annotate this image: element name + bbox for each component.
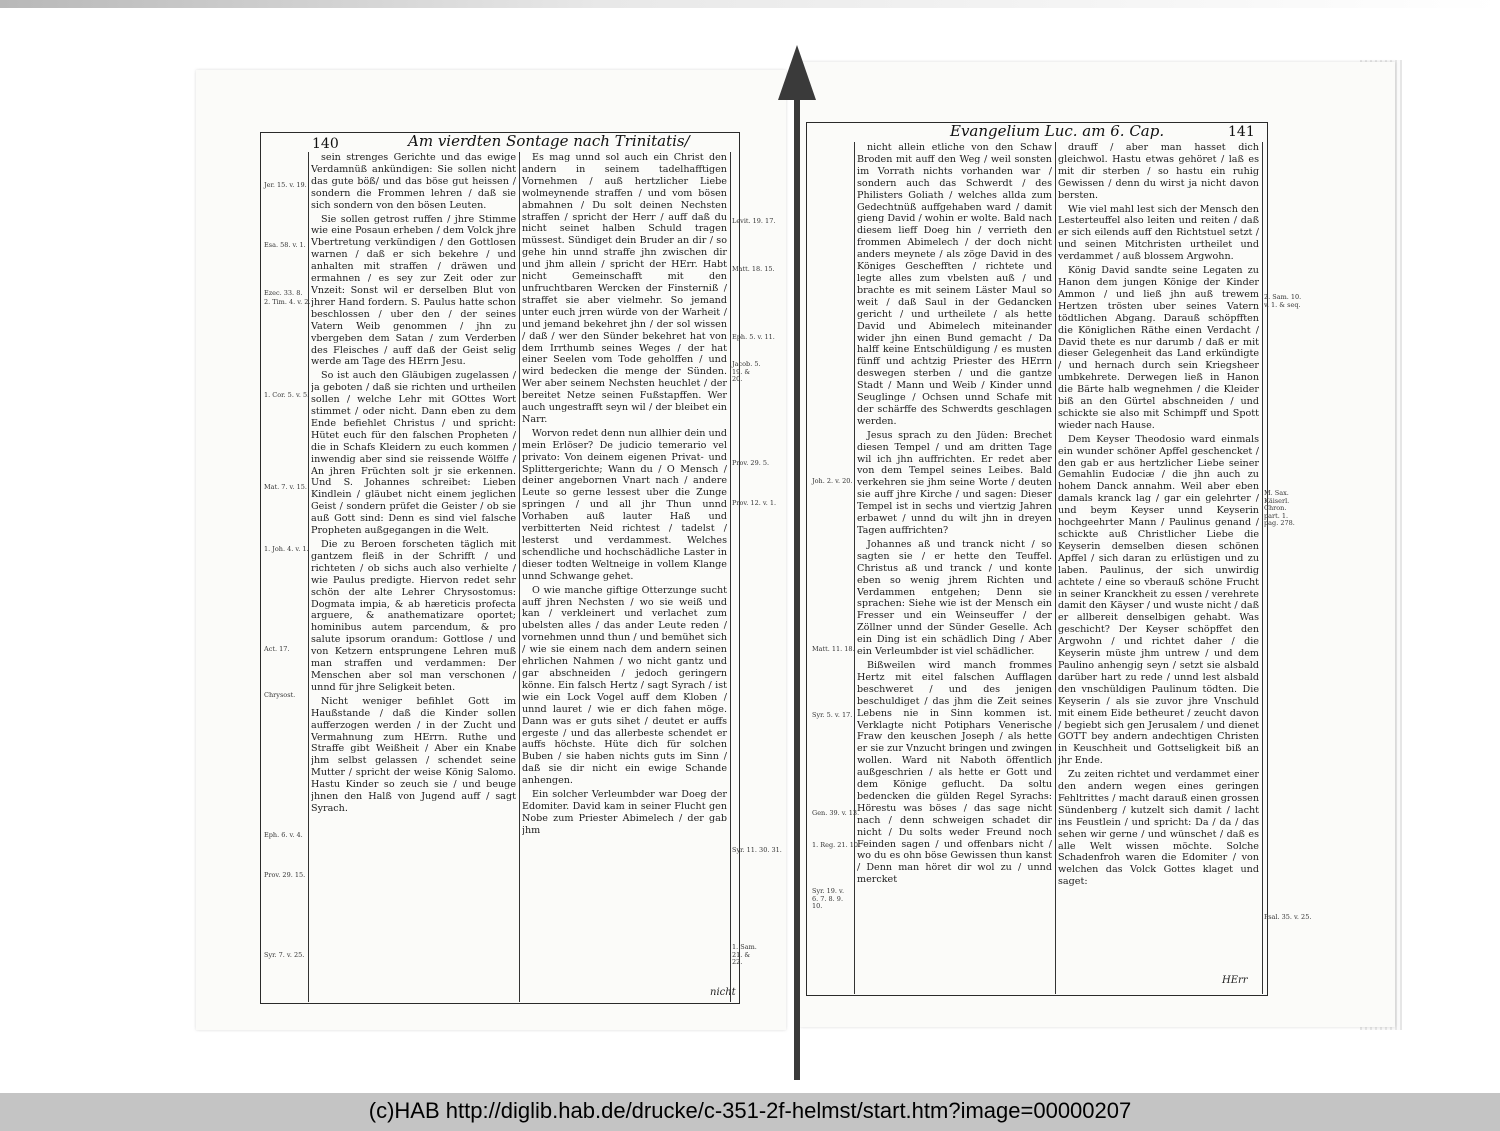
margin-note: Levit. 19. 17. [732,217,776,225]
margin-note: Syr. 19. v. 6. 7. 8. 9. 10. [812,887,845,910]
paragraph: Ein solcher Verleumbder war Doeg der Edomiter. David kam in seiner Flucht gen Nobe zum Priester Abimelech / der gab jhm [522,789,727,836]
left-column-rule [519,152,520,1002]
left-catchword: nicht [710,987,736,998]
margin-note: 2. Sam. 10. v. 1. & seq. [1264,293,1302,309]
margin-note: Jer. 15. v. 19. [264,181,307,189]
paragraph: Bißweilen wird manch frommes Hertz mit eitel falschen Aufflagen beschweret / und des jenigen beschuldiget / das jhm die Zeit seines Lebens nie in Sinn kommen ist. Verklagte nicht Potiphars Venerische Fraw den keuschen Joseph / als hette er sie zur Vnzucht bringen und zwingen wollen. Ward nit Naboth öffentlich außgeschrien / als hette er Gott und dem Könige geflucht. Da soltu bedencken die gülden Regel Syrachs: Hörestu was böses / das sage nicht nach / denn schweigen schadet dir nicht / Du solts weder Freund noch Feinden sagen / und offenbars nicht / wo du es ohn böse Gewissen thun kanst / Denn man höret dir wol zu / unnd mercket [857,659,1052,886]
margin-note: M. Sax. Käiserl. Chron. part. 1. pag. 278. [1264,489,1295,527]
margin-note: 1. Sam. 21. & 22. [732,943,757,966]
margin-note: 1. Cor. 5. v. 5. [264,391,310,399]
paragraph: So ist auch den Gläubigen zugelassen / ja geboten / daß sie richten und urtheilen sollen / welche Lehr mit GOttes Wort stimmet / oder nicht. Dann eben zu dem Ende befiehlet Christus / und spricht: Hütet euch für den falschen Propheten / die in Schafs Kleidern zu euch kommen / inwendig aber sind sie reissende Wölffe / An jhren Früchten solt jr sie erkennen. Und S. Johannes schreibet: Lieben Kindlein / gläubet nicht einem jeglichen Geist / sondern prüfet die Geister / ob sie auß Gott sind: Denn es sind viel falsche Propheten außgegangen in die Welt. [311,370,516,537]
margin-note: Joh. 2. v. 20. [812,477,853,485]
paragraph: Dem Keyser Theodosio ward einmals ein wunder schöner Apffel geschencket / den gab er aus hertzlicher Liebe seiner Gemahlin Eudociæ / die jhn auch zu hohem Danck annahm. Weil aber eben damals kranck lag / gar ein gelehrter / und beym Keyser unnd Keyserin hochgeehrter Mann / Paulinus genand / schickte auß Christlicher Liebe die Keyserin demselben diesen schönen Apffel / sich daran zu erlüstigen und zu laben. Paulinus, der sich unwirdig achtete / eine so vberauß schöne Frucht in seiner Kranckheit zu essen / verehrete damit den Käyser / und wuste nicht / daß er allbereit denselbigen gehabt. Was geschicht? Der Keyser schöpffet den Argwohn / und richtet daher / die Keyserin müste jhm untrew / und dem Paulino anhengig seyn / setzt sie alsbald darüber hart zu rede / unnd lest alsbald den vnschüldigen Paulinum tödten. Die Keyserin / als sie zuvor jhre Vnschuld mit einem Eide betheuret / zeucht davon / begiebt sich gen Jerusalem / und dienet GOTT bey andern andechtigen Christen in Keuschheit und Gottseligkeit biß an jhr Ende. [1058,433,1259,767]
paragraph: König David sandte seine Legaten zu Hanon dem jungen Könige der Kinder Ammon / und ließ jhn auß trewem Hertzen trösten uber seines Vatern tödtlichen Abgang. Darauß schöpfften die Königlichen Räthe einen Verdacht / David thete es nur darumb / daß er mit dieser Gelegenheit das Land erkündigte / und hernach durch sein Kriegsheer umbkehrete. Derwegen ließ in Hanon die Bärte halb wegnehmen / die Kleider biß an den Gürtel abschneiden / und schickte sie also mit Schimpff und Spott wieder nach Hause. [1058,265,1259,431]
margin-note: Ezec. 33. 8. [264,289,303,297]
paragraph: Worvon redet denn nun allhier dein und mein Erlöser? De judicio temerario vel privato: Von deinem eigenen Privat- und Splittergerichte; Wann du / O Mensch / deiner angebornen Vnart nach / andere Leute so gerne lessest uber die Zunge springen / und all jhr Thun unnd Vorhaben auß lauter Haß und verbitterten Neid richtest / tadelst / lesterst und verdammest. Welches schendliche und hochschädliche Laster in dieser todten Weltneige in vollem Klange unnd Schwange gehet. [522,427,727,582]
margin-note: Psal. 35. v. 25. [1264,913,1312,921]
margin-note: Eph. 6. v. 4. [264,831,303,839]
scan-edge [0,0,1500,8]
paragraph: sein strenges Gerichte und das ewige Verdamnüß ankündigen: Sie sollen nicht das gute böß/ und das böse gut heissen / sondern die Frommen lehren / daß sie sich sondern von den bösen Leuten. [311,152,516,211]
left-page-number: 140 [312,136,339,152]
margin-note: Gen. 39. v. 13. [812,809,860,817]
right-running-head: Evangelium Luc. am 6. Cap. [950,122,1165,140]
paragraph: nicht allein etliche von den Schaw Broden mit auff den Weg / weil sonsten im Vorrath nichts vorhanden war / sondern auch das Schwerdt / des Philisters Goliath / welches allda zum Gedechtnüß auffgehaben ward / damit gieng David / wohin er wolte. Bald nach diesem lieff Doeg hin / verrieth den frommen Abimelech / der doch nicht anders meynete / als zöge David in des Königes Geschefften / richtete und legte alles zum vbelsten auß / und brachte es mit seinem Läster Maul so weit / daß Saul in der Gedancken gericht / und urtheilete / als hette David und Abimelech miteinander wider jhn einen Bund gemacht / Da halff keine Entschüldigung / es musten fünff und achtzig Priester des HErrn deswegen sterben / und die gantze Stadt / Mann und Weib / Kinder unnd Seuglinge / Ochsen unnd Schafe mit der schärffe des Schwerdts geschlagen werden. [857,142,1052,427]
margin-note: Syr. 7. v. 25. [264,951,305,959]
paragraph: Wie viel mahl lest sich der Mensch den Lesterteuffel also leiten und reiten / daß er sich eilends auff den Richtstuel setzt / und seinen Mitchristen urtheilet und verdammet / auß blossem Argwohn. [1058,203,1259,263]
margin-note: 1. Joh. 4. v. 1. [264,545,309,553]
right-column-rule [1055,142,1056,994]
paragraph: Nicht weniger befihlet Gott im Haußstande / daß die Kinder sollen aufferzogen werden / in der Zucht und Vermahnung zum HErrn. Ruthe und Straffe gibt Weißheit / Aber ein Knabe jhm selbst gelassen / schendet seine Mutter / spricht der weise König Salomo. Hastu Kinder so zeuch sie / und beuge jhnen den Halß von Jugend auff / sagt Syrach. [311,695,516,814]
margin-note: Esa. 58. v. 1. [264,241,306,249]
left-margin-rule [308,152,309,1002]
right-catchword: HErr [1222,975,1248,986]
margin-note: 1. Reg. 21. 10. [812,841,861,849]
left-page-column-2 [522,152,727,992]
paragraph: O wie manche giftige Otterzunge sucht auff jhren Nechsten / wo sie weiß und kan / verkleinert und verlachet zum ubelsten alles / das ander Leute reden / vornehmen unnd thun / und bemühet sich / wie sie einem nach dem andern seinen ehrlichen Nahmen / wo nicht gantz und gar abschneiden / jedoch geringern könne. Ein falsch Hertz / sagt Syrach / ist wie ein Lock Vogel auff dem Kloben / unnd lauret / wie er dich fahen möge. Dann was er guts sihet / deutet er auffs ergeste / und das allerbeste schendet er auffs höchste. Hüte dich für solchen Buben / sie haben nichts guts im Sinn / daß sie dir nicht ein ewige Schande anhengen. [522,584,727,787]
margin-note: 2. Tim. 4. v. 2. [264,298,311,306]
right-page-number: 141 [1228,124,1255,140]
right-margin-rule-inner [854,142,855,994]
margin-note: Prov. 29. 15. [264,871,306,879]
paragraph: Zu zeiten richtet und verdammet einer den andern wegen eines geringen Fehltrittes / macht darauß einen grossen Sündenberg / kutzelt sich damit / lacht ins Feustlein / und spricht: Da / da / das sehen wir gerne / und wünschet / daß es alle Welt wissen möchte. Solche Schadenfroh waren die Edomiter / von welchen das Volck Gottes klaget und saget: [1058,769,1259,888]
margin-note: Chrysost. [264,691,296,699]
margin-note: Syr. 5. v. 17. [812,711,853,719]
margin-note: Prov. 12. v. 1. [732,499,777,507]
book-spine [794,80,800,1080]
margin-note: Eph. 5. v. 11. [732,333,775,341]
paragraph: Die zu Beroen forscheten täglich mit gantzem fleiß in der Schrifft / und richteten / ob sichs auch also verhielte / wie Paulus predigte. Hiervon redet sehr schön der alte Lehrer Chrysostomus: Dogmata impia, & ab hæreticis profecta arguere, & anathematizare oportet; hominibus autem parcendum, & pro salute ipsorum orandum: Gottlose / und von Ketzern entsprungene Lehren muß man straffen und verdammen: Der Menschen aber sol man verschonen / unnd für jhre Seligkeit beten. [311,539,516,693]
paragraph: Sie sollen getrost ruffen / jhre Stimme wie eine Posaun erheben / dem Volck jhre Vbertretung verkündigen / den Gottlosen warnen / daß er sich bekehre / und anhalten mit straffen / dräwen und ermahnen / es sey zur Zeit oder zur Vnzeit: Sonst wil er derselben Blut von jhrer Hand fordern. S. Paulus hatte schon beschlossen / uber den / der seines Vatern Weib genommen / jhn zu vbergeben dem Satan / zum Verderben des Fleisches / auff daß der Geist selig werde am Tage des HErrn Jesu. [311,213,516,368]
paragraph: Es mag unnd sol auch ein Christ den andern in seinem tadelhafftigen Vornehmen / auß hertzlicher Liebe wolmeynende straffen / und vom bösen abmahnen / Du solt deinen Nechsten straffen / spricht der Herr / auff daß du nicht seinet halben Schuld tragen müssest. Sündiget dein Bruder an dir / so gehe hin unnd straffe jhn zwischen dir und jhm allein / spricht der HErr. Habt nicht Gemeinschafft mit den unfruchtbaren Wercken der Finsterniß / straffet sie aber vielmehr. So jemand unter euch jrren würde von der Warheit / und jemand bekehret jhn / der sol wissen / daß / wer den Sünder bekehret hat von dem Irrthumb seines Weges / der hat einer Seelen vom Tode geholffen / und wird bedecken die menge der Sünden. Wer aber seinem Nechsten heuchlet / der bereitet Netze seinen Fußstapffen. Wer auch ungestrafft seyn wil / der bleibet ein Narr. [522,152,727,425]
margin-note: Matt. 18. 15. [732,265,775,273]
paragraph: drauff / aber man hasset dich gleichwol. Hastu etwas gehöret / laß es mit dir sterben / so hastu ein ruhig Gewissen / denn du wirst ja nicht davon bersten. [1058,142,1259,201]
margin-note: Matt. 11. 18. [812,645,855,653]
left-running-head: Am vierdten Sontage nach Trinitatis/ [408,132,690,150]
credit-text: (c)HAB http://diglib.hab.de/drucke/c-351-2f-helmst/start.htm?image=00000207 [368,1098,1132,1123]
left-page-column-1 [311,152,516,992]
margin-note: Syr. 11. 30. 31. [732,846,782,854]
margin-note: Act. 17. [264,645,290,653]
left-margin-rule-inner [730,152,731,1002]
margin-note: Prov. 29. 5. [732,459,770,467]
margin-note: Jacob. 5. 19. & 20. [732,360,761,383]
right-page-column-1 [857,142,1052,982]
paragraph: Jesus sprach zu den Jüden: Brechet diesen Tempel / und am dritten Tage wil ich jhn auffrichten. Er redet aber von dem Tempel seines Leibes. Bald verkehren sie jhm seine Worte / deuten sie auff jhre Kirche / und sagen: Dieser Tempel ist in sechs und viertzig Jahren erbawet / unnd du wilt jhn in dreyen Tagen auffrichten? [857,429,1052,536]
right-margin-rule [1262,142,1263,994]
paragraph: Johannes aß und tranck nicht / so sagten sie / er hette den Teuffel. Christus aß und tranck / und konte eben so wenig jhrem Richten und Verdammen entgehen; Denn sie sprachen: Siehe wie ist der Mensch ein Fresser und ein Weinseuffer / der Zöllner unnd der Sünder Geselle. Ach ein Ding ist ein schädlich Ding / Aber ein Verleumbder ist viel schädlicher. [857,538,1052,658]
right-page-column-2 [1058,142,1259,982]
margin-note: Mat. 7. v. 15. [264,483,307,491]
